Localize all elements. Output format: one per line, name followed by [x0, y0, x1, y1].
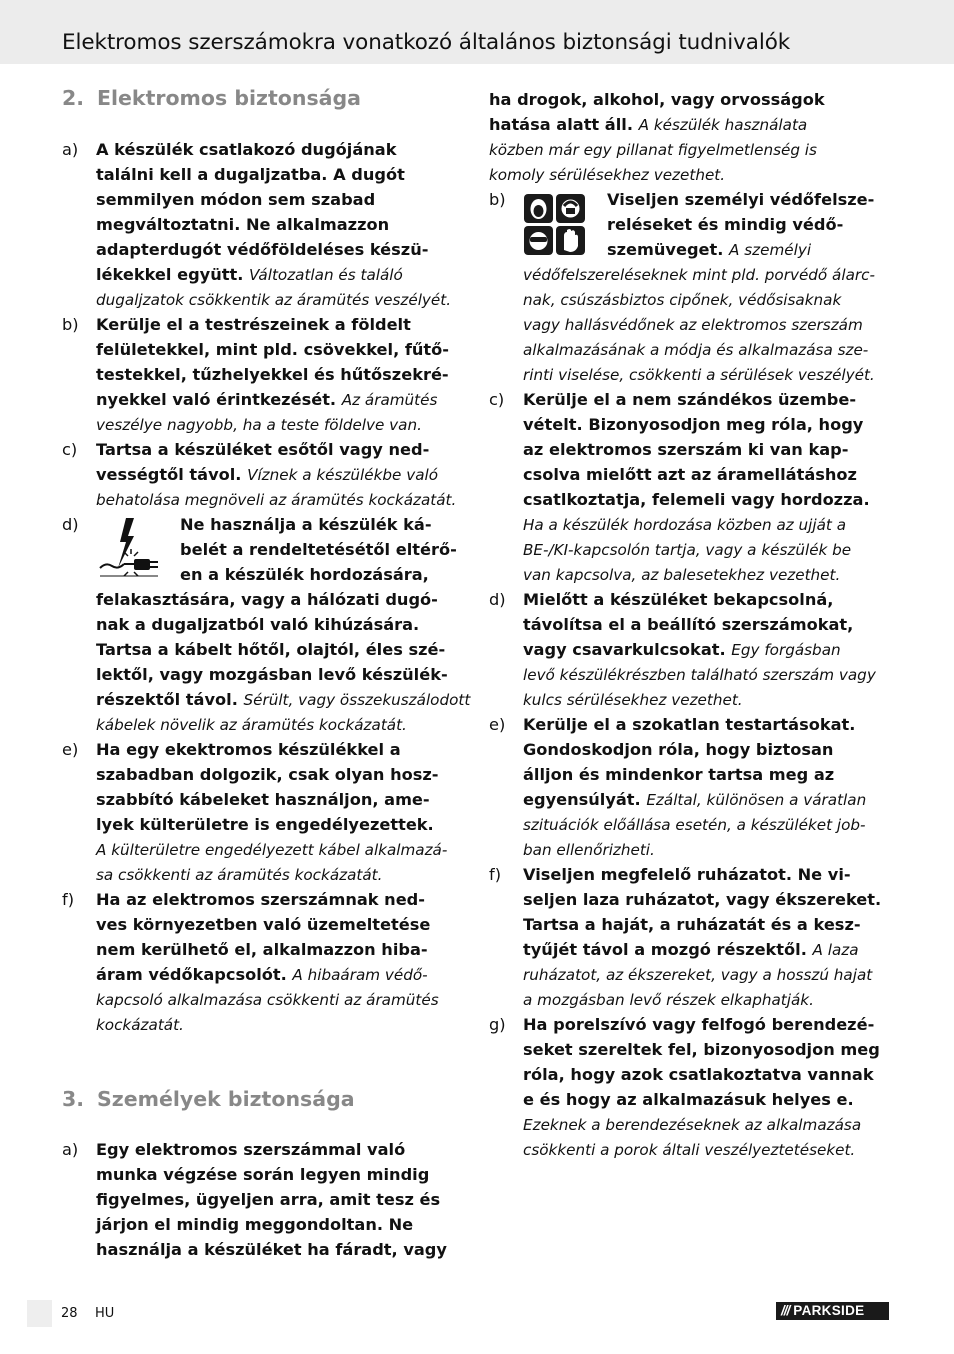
italic-text: csökkenti a porok általi veszélyeztetéseket. — [523, 1141, 856, 1159]
item-body — [96, 312, 468, 437]
text-line — [489, 137, 861, 162]
text-line — [523, 762, 895, 787]
text-line — [96, 737, 468, 762]
item-label: a) — [62, 1140, 79, 1159]
text-line — [523, 437, 895, 462]
bold-text: figyelmes, ügyeljen arra, amit tesz és — [96, 1190, 441, 1209]
logo-wordmark: PARKSIDE — [793, 1303, 865, 1318]
text-line — [523, 962, 895, 987]
bold-text: Viseljen megfelelő ruházatot. Ne vi- — [523, 865, 851, 884]
italic-text: A külterületre engedélyezett kábel alkalmazá- — [96, 841, 448, 859]
italic-text: A hibaáram védő- — [292, 966, 428, 984]
text-line — [96, 262, 468, 287]
bold-text: lyek külterületre is engedélyezettek. — [96, 815, 434, 834]
text-line — [523, 637, 895, 662]
bold-text: vagy csavarkulcsokat. — [523, 640, 732, 659]
bold-text: használja a készüléket ha fáradt, vagy — [96, 1240, 447, 1259]
italic-text: ruházatot, az ékszereket, vagy a hosszú hajat — [523, 966, 873, 984]
text-line — [96, 237, 468, 262]
bold-text: áram védőkapcsolót. — [96, 965, 293, 984]
text-line — [523, 937, 895, 962]
italic-text: Változatlan és találó — [249, 266, 403, 284]
italic-text: nak, csúszásbiztos cipőnek, védősisaknak — [523, 291, 842, 309]
text-line — [96, 1137, 468, 1162]
text-line — [523, 912, 895, 937]
bold-text: A készülék csatlakozó dugójának — [96, 140, 397, 159]
item-label: a) — [62, 140, 79, 159]
text-line — [96, 462, 468, 487]
text-line — [96, 962, 468, 987]
bold-text: en a készülék hordozására, — [180, 565, 429, 584]
item-body — [96, 737, 468, 887]
text-line — [96, 812, 468, 837]
italic-text: Egy forgásban — [731, 641, 841, 659]
italic-text: Víznek a készülékbe való — [247, 466, 439, 484]
item-label: d) — [489, 590, 506, 609]
text-line — [96, 287, 468, 312]
text-line — [523, 787, 895, 812]
text-line — [523, 1137, 895, 1162]
italic-text: Ezáltal, különösen a váratlan — [646, 791, 867, 809]
text-line — [523, 462, 895, 487]
text-line — [96, 187, 468, 212]
text-line — [96, 612, 468, 637]
bold-text: szemüveget. — [607, 240, 730, 259]
item-body — [523, 862, 895, 1012]
italic-text: A személyi — [729, 241, 812, 259]
italic-text: Sérült, vagy összekuszálodott — [243, 691, 471, 709]
bold-text: Ha porelszívó vagy felfogó berendezé- — [523, 1015, 875, 1034]
bold-text: felakasztására, vagy a hálózati dugó- — [96, 590, 438, 609]
bold-text: hatása alatt áll. — [489, 115, 639, 134]
text-line — [96, 637, 468, 662]
bold-text: vességtől távol. — [96, 465, 248, 484]
bold-text: csatlkoztatja, felemeli vagy hordozza. — [523, 490, 870, 509]
text-line — [523, 712, 895, 737]
logo-slashes: /// — [781, 1303, 790, 1318]
text-line — [523, 537, 895, 562]
bold-text: Egy elektromos szerszámmal való — [96, 1140, 406, 1159]
item-body — [96, 437, 468, 512]
bold-text: szabadban dolgozik, csak olyan hosz- — [96, 765, 439, 784]
bold-text: lékekkel együtt. — [96, 265, 249, 284]
text-line — [96, 137, 468, 162]
text-line — [523, 587, 895, 612]
text-line — [523, 262, 895, 287]
text-line — [523, 737, 895, 762]
bold-text: járjon el mindig meggondoltan. Ne — [96, 1215, 414, 1234]
item-body — [96, 887, 468, 1037]
bold-text: megváltoztatni. Ne alkalmazzon — [96, 215, 390, 234]
text-line — [489, 87, 861, 112]
protective-equipment-icons — [524, 194, 586, 260]
section-2-number: 2. — [62, 86, 85, 110]
bold-text: Kerülje el a nem szándékos üzembe- — [523, 390, 857, 409]
bold-text: csolva mielőtt azt az áramellátáshoz — [523, 465, 857, 484]
italic-text: védőfelszereléseknek mint pld. porvédő álarc- — [523, 266, 875, 284]
bold-text: seket szereltek fel, bizonyosodjon meg — [523, 1040, 880, 1059]
text-line — [96, 587, 468, 612]
italic-text: kockázatát. — [96, 1016, 184, 1034]
italic-text: komoly sérülésekhez vezethet. — [489, 166, 726, 184]
italic-text: ban ellenőrizheti. — [523, 841, 655, 859]
text-line — [96, 787, 468, 812]
item-label: e) — [489, 715, 506, 734]
text-line — [96, 887, 468, 912]
section-3-title: Személyek biztonsága — [97, 1087, 355, 1111]
text-line — [96, 1012, 468, 1037]
bold-text: Mielőtt a készüléket bekapcsolná, — [523, 590, 834, 609]
italic-text: Ha a készülék hordozása közben az ujját a — [523, 516, 847, 534]
italic-text: BE-/KI-kapcsolón tartja, vagy a készülék be — [523, 541, 852, 559]
page-number: 28 — [61, 1306, 78, 1321]
bold-text: az elektromos szerszám ki van kap- — [523, 440, 849, 459]
italic-text: Az áramütés — [341, 391, 438, 409]
text-line — [523, 487, 895, 512]
text-line — [96, 762, 468, 787]
section-3-heading — [62, 1087, 355, 1111]
page-header-title: Elektromos szerszámokra vonatkozó általános biztonsági tudnivalók — [62, 30, 791, 55]
text-line — [96, 862, 468, 887]
item-label: b) — [62, 315, 79, 334]
item-label: d) — [62, 515, 79, 534]
italic-text: vagy hallásvédőnek az elektromos szerszám — [523, 316, 863, 334]
bold-text: Tartsa a haját, a ruházatát és a kesz- — [523, 915, 861, 934]
section-2-heading — [62, 86, 361, 110]
item-body — [523, 1012, 895, 1162]
bold-text: Gondoskodjon róla, hogy biztosan — [523, 740, 834, 759]
bold-text: testekkel, tűzhelyekkel és hűtőszekré- — [96, 365, 449, 384]
bold-text: belét a rendeltetésétől eltérő- — [180, 540, 457, 559]
text-line — [96, 1187, 468, 1212]
text-line — [523, 687, 895, 712]
bold-text: Kerülje el a szokatlan testartásokat. — [523, 715, 856, 734]
text-line — [96, 437, 468, 462]
item-body — [96, 137, 468, 312]
bold-text: nem kerülhető el, alkalmazzon hiba- — [96, 940, 428, 959]
text-line — [523, 1062, 895, 1087]
text-line — [96, 337, 468, 362]
bold-text: Ha egy ekektromos készülékkel a — [96, 740, 401, 759]
text-line — [523, 362, 895, 387]
bold-text: semmilyen módon sem szabad — [96, 190, 376, 209]
italic-text: veszélye nagyobb, ha a teste földelve van. — [96, 416, 422, 434]
parkside-logo — [776, 1302, 889, 1320]
italic-text: kábelek növelik az áramütés kockázatát. — [96, 716, 407, 734]
section-3-number: 3. — [62, 1087, 85, 1111]
text-line — [96, 662, 468, 687]
italic-text: behatolása megnöveli az áramütés kockázatát. — [96, 491, 457, 509]
text-line — [523, 612, 895, 637]
text-line — [96, 412, 468, 437]
text-line — [96, 912, 468, 937]
item-label: f) — [62, 890, 75, 909]
text-line — [96, 1162, 468, 1187]
bold-text: Tartsa a készüléket esőtől vagy ned- — [96, 440, 430, 459]
item-body — [489, 87, 861, 187]
text-line — [523, 512, 895, 537]
bold-text: seljen laza ruházatot, vagy ékszereket. — [523, 890, 882, 909]
text-line — [523, 662, 895, 687]
text-line — [96, 937, 468, 962]
bold-text: Ne használja a készülék ká- — [180, 515, 432, 534]
italic-text: dugaljzatok csökkentik az áramütés veszélyét. — [96, 291, 452, 309]
text-line — [523, 1087, 895, 1112]
text-line — [523, 412, 895, 437]
text-line — [489, 162, 861, 187]
item-label: c) — [489, 390, 505, 409]
item-label: g) — [489, 1015, 506, 1034]
text-line — [523, 287, 895, 312]
bold-text: vételt. Bizonyosodjon meg róla, hogy — [523, 415, 864, 434]
text-line — [523, 987, 895, 1012]
italic-text: Ezeknek a berendezéseknek az alkalmazása — [523, 1116, 862, 1134]
bold-text: találni kell a dugaljzatba. A dugót — [96, 165, 405, 184]
bold-text: Tartsa a kábelt hőtől, olajtól, éles szé- — [96, 640, 446, 659]
text-line — [523, 887, 895, 912]
bold-text: reléseket és mindig védő- — [607, 215, 844, 234]
text-line — [523, 562, 895, 587]
bold-text: felületekkel, mint pld. csövekkel, fűtő- — [96, 340, 450, 359]
text-line — [96, 162, 468, 187]
bold-text: e és hogy az alkalmazásuk helyes e. — [523, 1090, 854, 1109]
bold-text: egyensúlyát. — [523, 790, 647, 809]
italic-text: van kapcsolva, az balesetekhez vezethet. — [523, 566, 841, 584]
bold-text: róla, hogy azok csatlakoztatva vannak — [523, 1065, 874, 1084]
bold-text: nak a dugaljzatból való kihúzására. — [96, 615, 420, 634]
bold-text: lektől, vagy mozgásban levő készülék- — [96, 665, 448, 684]
text-line — [489, 112, 861, 137]
text-line — [523, 1012, 895, 1037]
text-line — [523, 812, 895, 837]
italic-text: sa csökkenti az áramütés kockázatát. — [96, 866, 383, 884]
bold-text: szabbító kábeleket használjon, ame- — [96, 790, 430, 809]
item-label: c) — [62, 440, 78, 459]
text-line — [96, 1237, 468, 1262]
text-line — [96, 987, 468, 1012]
text-line — [523, 337, 895, 362]
bold-text: ves környezetben való üzemeltetése — [96, 915, 431, 934]
item-body — [523, 587, 895, 712]
bold-text: munka végzése során legyen mindig — [96, 1165, 430, 1184]
bold-text: Ha az elektromos szerszámnak ned- — [96, 890, 425, 909]
text-line — [523, 1037, 895, 1062]
italic-text: A készülék használata — [638, 116, 808, 134]
text-line — [96, 837, 468, 862]
text-line — [96, 487, 468, 512]
bold-text: adapterdugót védőföldeléses készü- — [96, 240, 429, 259]
italic-text: a mozgásban levő részek elkaphatják. — [523, 991, 814, 1009]
italic-text: közben már egy pillanat figyelmetlenség is — [489, 141, 817, 159]
text-line — [523, 387, 895, 412]
text-line — [96, 1212, 468, 1237]
item-body — [96, 1137, 468, 1262]
italic-text: kulcs sérülésekhez vezethet. — [523, 691, 743, 709]
italic-text: levő készülékrészben található szerszám vagy — [523, 666, 876, 684]
bold-text: Kerülje el a testrészeinek a földelt — [96, 315, 411, 334]
text-line — [523, 1112, 895, 1137]
italic-text: kapcsoló alkalmazása csökkenti az áramütés — [96, 991, 439, 1009]
bold-text: álljon és mindenkor tartsa meg az — [523, 765, 835, 784]
text-line — [96, 712, 468, 737]
bold-text: ha drogok, alkohol, vagy orvosságok — [489, 90, 825, 109]
item-label: b) — [489, 190, 506, 209]
item-body — [523, 712, 895, 862]
text-line — [523, 862, 895, 887]
text-line — [96, 387, 468, 412]
language-code: HU — [95, 1306, 115, 1321]
text-line — [523, 312, 895, 337]
italic-text: rinti viselése, csökkenti a sérülések veszélyét. — [523, 366, 875, 384]
bold-text: részektől távol. — [96, 690, 244, 709]
italic-text: A laza — [812, 941, 859, 959]
text-line — [96, 212, 468, 237]
bold-text: távolítsa el a beállító szerszámokat, — [523, 615, 854, 634]
footer-page-tab — [27, 1300, 52, 1327]
italic-text: szituációk előállása esetén, a készüléket job- — [523, 816, 866, 834]
text-line — [96, 312, 468, 337]
text-line — [96, 362, 468, 387]
bold-text: Viseljen személyi védőfelsze- — [607, 190, 875, 209]
bold-text: nyekkel való érintkezését. — [96, 390, 342, 409]
text-line — [96, 687, 471, 712]
bold-text: tyűjét távol a mozgó részektől. — [523, 940, 813, 959]
item-body — [523, 387, 895, 587]
text-line — [523, 837, 895, 862]
italic-text: alkalmazásának a módja és alkalmazása sze- — [523, 341, 869, 359]
item-label: f) — [489, 865, 502, 884]
section-2-title: Elektromos biztonsága — [97, 86, 361, 110]
electric-cable-warning-icon — [98, 516, 160, 586]
item-label: e) — [62, 740, 79, 759]
